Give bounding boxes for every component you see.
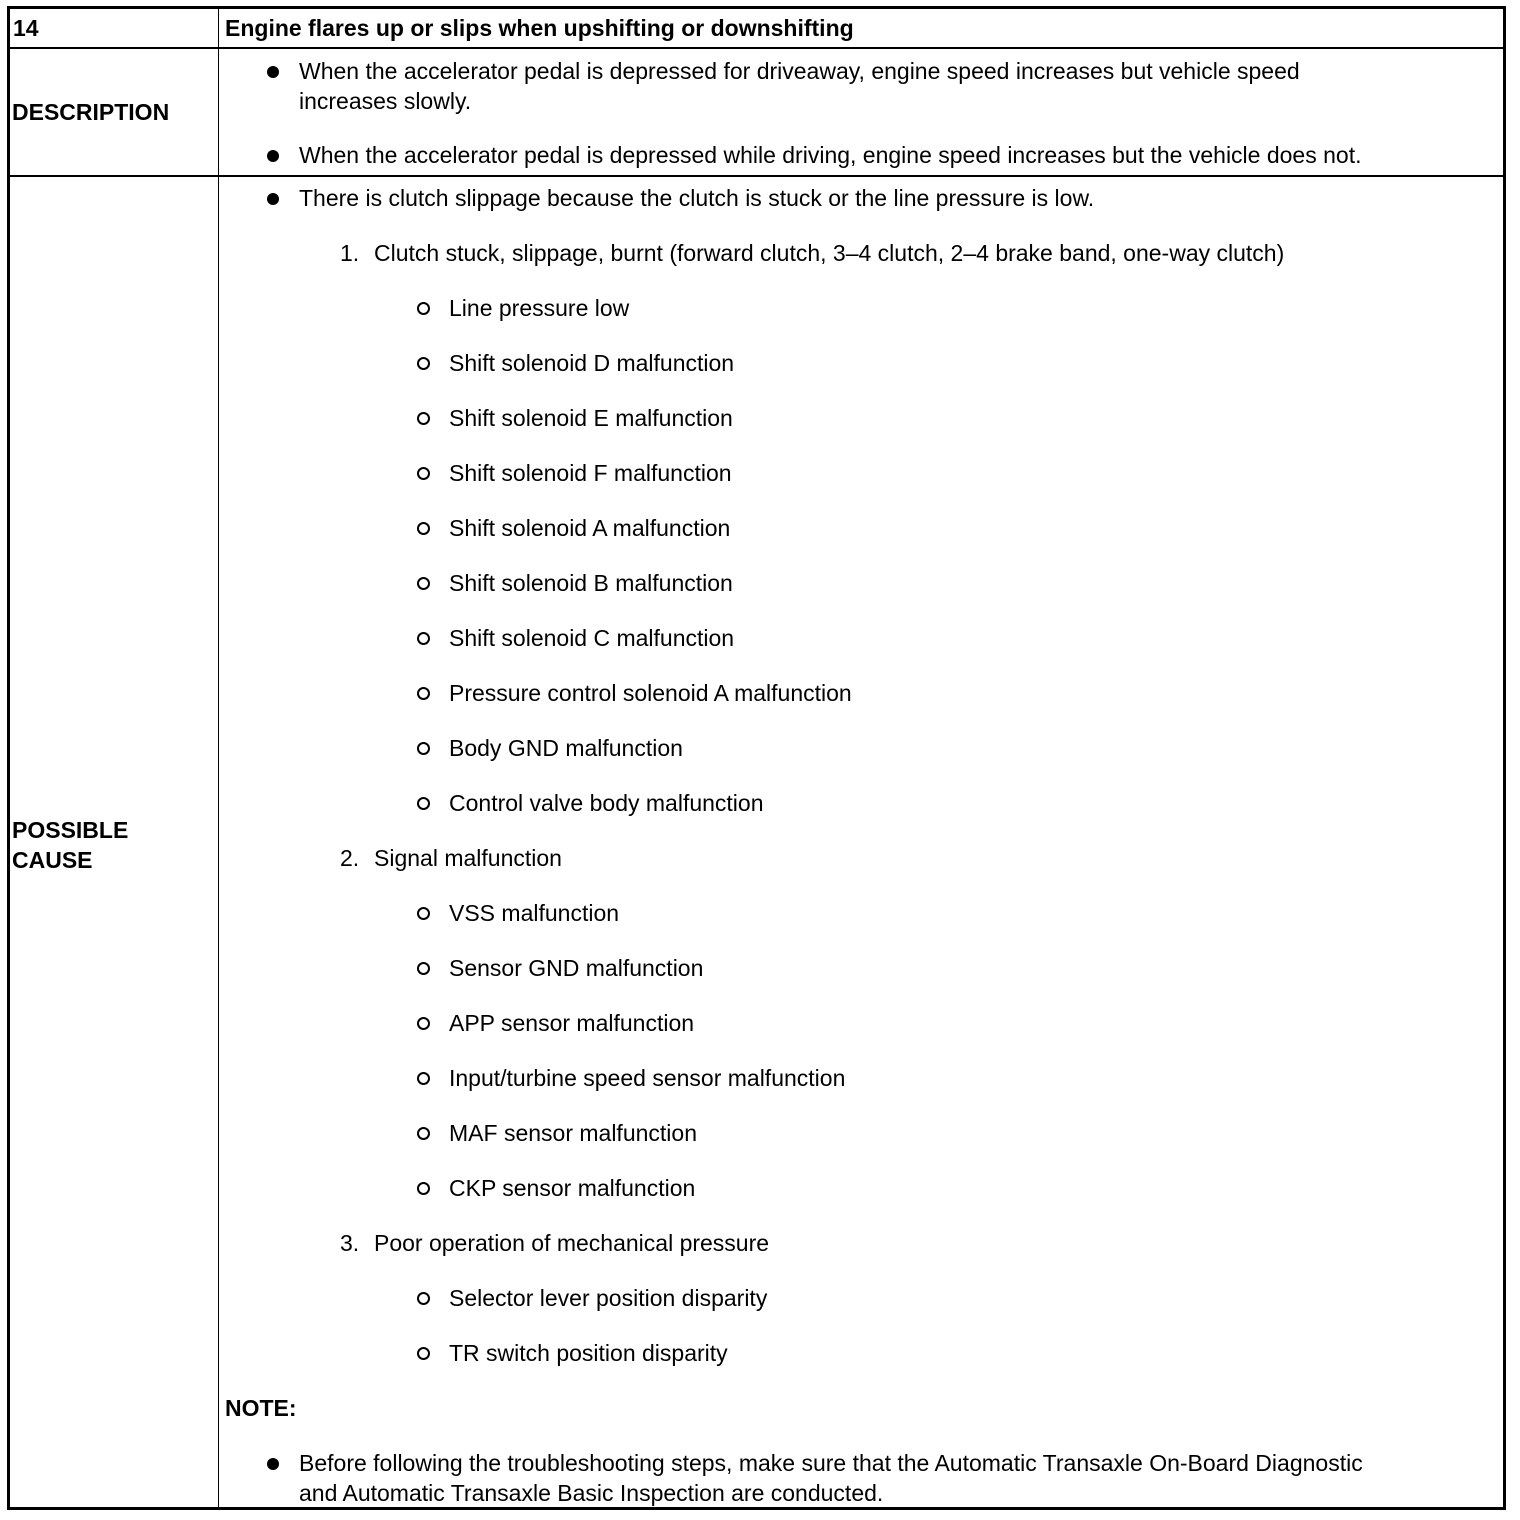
cause-item: MAF sensor malfunction (449, 1120, 697, 1146)
cause-item: Shift solenoid D malfunction (449, 350, 735, 376)
circle-bullet-icon (417, 962, 430, 975)
circle-bullet-icon (417, 687, 430, 700)
row-title: Engine flares up or slips when upshifting or downshifting (225, 15, 854, 41)
cause-item: CKP sensor malfunction (449, 1175, 696, 1201)
circle-bullet-icon (417, 302, 430, 315)
cause-item: Sensor GND malfunction (449, 955, 704, 981)
bullet-dot (267, 150, 279, 162)
cause-item: Shift solenoid B malfunction (449, 570, 733, 596)
circle-bullet-icon (417, 797, 430, 810)
cause-item: Selector lever position disparity (449, 1285, 768, 1311)
circle-bullet-icon (417, 1182, 430, 1195)
description-bullet-1-line-2: increases slowly. (299, 88, 472, 114)
group-title: Poor operation of mechanical pressure (374, 1230, 770, 1256)
circle-bullet-icon (417, 577, 430, 590)
group-title: Signal malfunction (374, 845, 562, 871)
column-divider (218, 6, 219, 1510)
cause-item: Shift solenoid C malfunction (449, 625, 735, 651)
circle-bullet-icon (417, 907, 430, 920)
cause-item: Line pressure low (449, 295, 630, 321)
circle-bullet-icon (417, 522, 430, 535)
group-number: 1. (340, 240, 360, 266)
cause-intro: There is clutch slippage because the clutch is stuck or the line pressure is low. (299, 185, 1095, 211)
circle-bullet-icon (417, 1292, 430, 1305)
cause-item: Shift solenoid E malfunction (449, 405, 733, 431)
description-bullet-1-line-1: When the accelerator pedal is depressed for driveaway, engine speed increases but vehicle speed (299, 58, 1300, 84)
row-number: 14 (13, 15, 39, 41)
possible-cause-label-line-1: POSSIBLE (12, 817, 129, 843)
group-number: 3. (340, 1230, 360, 1256)
bullet-dot (267, 1458, 279, 1470)
cause-item: Pressure control solenoid A malfunction (449, 680, 852, 706)
description-label: DESCRIPTION (12, 99, 170, 125)
circle-bullet-icon (417, 742, 430, 755)
note-line-2: and Automatic Transaxle Basic Inspection are conducted. (299, 1480, 884, 1506)
cause-item: APP sensor malfunction (449, 1010, 695, 1036)
possible-cause-label-line-2: CAUSE (12, 847, 93, 873)
bullet-dot (267, 193, 279, 205)
bullet-dot (267, 66, 279, 78)
cause-item: VSS malfunction (449, 900, 620, 926)
description-bullet-2: When the accelerator pedal is depressed while driving, engine speed increases but the vehicle does not. (299, 142, 1362, 168)
circle-bullet-icon (417, 357, 430, 370)
cause-item: Shift solenoid A malfunction (449, 515, 731, 541)
note-line-1: Before following the troubleshooting steps, make sure that the Automatic Transaxle On-Board Diagnostic (299, 1450, 1363, 1476)
circle-bullet-icon (417, 412, 430, 425)
circle-bullet-icon (417, 1017, 430, 1030)
circle-bullet-icon (417, 1072, 430, 1085)
group-number: 2. (340, 845, 360, 871)
description-divider (7, 175, 1506, 177)
cause-item: Control valve body malfunction (449, 790, 764, 816)
cause-item: Shift solenoid F malfunction (449, 460, 732, 486)
note-label: NOTE: (225, 1395, 297, 1421)
cause-item: TR switch position disparity (449, 1340, 728, 1366)
circle-bullet-icon (417, 1127, 430, 1140)
circle-bullet-icon (417, 1347, 430, 1360)
header-divider (7, 47, 1506, 49)
circle-bullet-icon (417, 632, 430, 645)
cause-item: Input/turbine speed sensor malfunction (449, 1065, 846, 1091)
group-title: Clutch stuck, slippage, burnt (forward clutch, 3–4 clutch, 2–4 brake band, one-way clutch) (374, 240, 1285, 266)
circle-bullet-icon (417, 467, 430, 480)
cause-item: Body GND malfunction (449, 735, 683, 761)
